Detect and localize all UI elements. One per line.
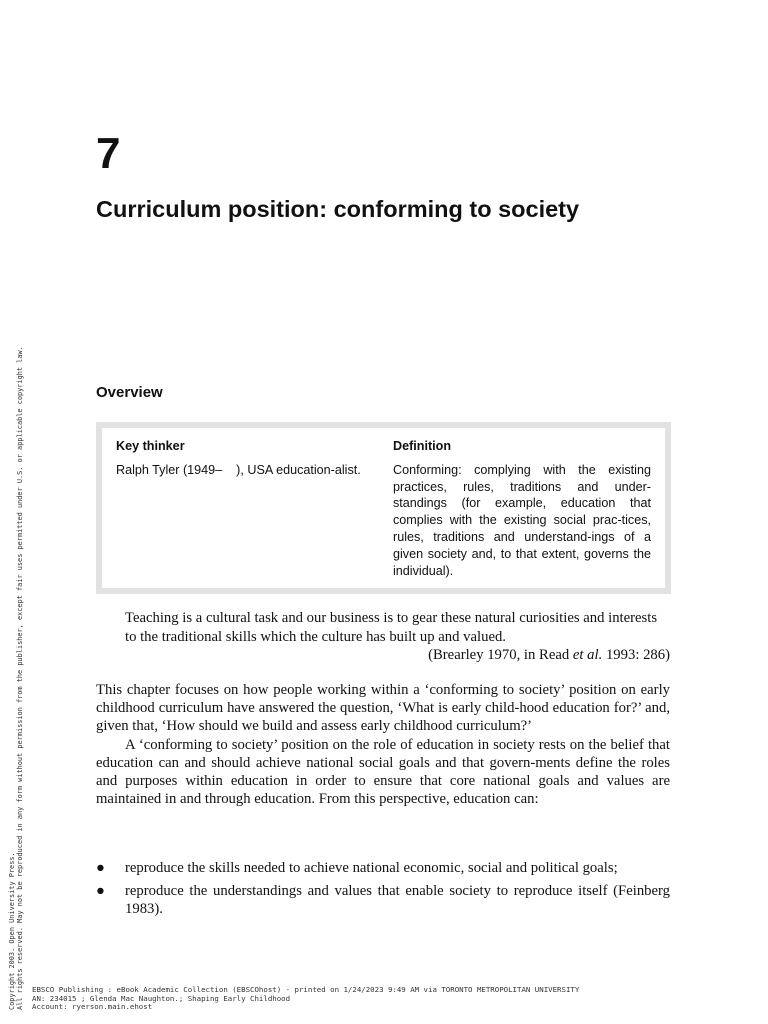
bullet-item (96, 859, 670, 877)
quote-source-prefix: (Brearley 1970, in Read (428, 647, 573, 664)
overview-heading: Overview (96, 384, 163, 401)
chapter-number: 7 (96, 129, 121, 178)
definition-column (393, 438, 651, 579)
quote-source-italic: et al. (572, 647, 603, 664)
print-footer (32, 986, 579, 1012)
bullet-text: reproduce the skills needed to achieve national economic, social and political goals; (125, 860, 618, 876)
quote-source (125, 646, 670, 665)
footer-line-1: EBSCO Publishing : eBook Academic Collection (EBSCOhost) - printed on 1/24/2023 9:49 AM via TORONTO METROPOLITAN UNIVERSITY (32, 985, 580, 994)
key-thinker-label: Key thinker (116, 439, 185, 453)
copyright-line-2: All rights reserved. May not be reproduced in any form without permission from the publisher, except fair uses permitted under U.S. or applicable copyright law. (16, 346, 24, 1010)
side-copyright-notice (8, 346, 24, 1010)
bullet-icon: ● (96, 883, 105, 900)
body-paragraph-1: This chapter focuses on how people working within a ‘conforming to society’ position on early childhood curriculum have answered the question, ‘What is early child-hood education for?’ and, given that, ‘How should we build and assess early childhood curriculum?’ (96, 682, 670, 735)
quote-text: Teaching is a cultural task and our business is to gear these natural curiosities and interests to the traditional skills which the culture has built up and valued. (125, 610, 658, 645)
bullet-item (96, 882, 670, 918)
footer-line-2: AN: 234015 ; Glenda Mac Naughton.; Shaping Early Childhood (32, 993, 291, 1003)
definition-label: Definition (393, 439, 452, 453)
block-quote (125, 609, 670, 665)
body-text (96, 681, 670, 808)
definition-text: Conforming: complying with the existing practices, rules, traditions and under-standings (for example, education that complies with the existing social prac-tices, rules, traditions and understand-ings of a given society and, to that extent, governs the individual). (393, 462, 651, 578)
overview-table (96, 422, 671, 594)
bullet-list (96, 859, 670, 924)
key-thinker-column (116, 438, 378, 479)
copyright-line-1: Copyright 2003. Open University Press. (8, 852, 16, 1010)
body-paragraph-2: A ‘conforming to society’ position on the role of education in society rests on the belief that education can and should achieve national social goals and that govern-ments define the roles and purposes within education in order to ensure that core national goals and values are maintained in and through education. From this perspective, education can: (96, 736, 670, 808)
footer-line-3: Account: ryerson.main.ehost (32, 1002, 153, 1012)
chapter-title: Curriculum position: conforming to society (96, 196, 580, 222)
bullet-icon: ● (96, 860, 105, 876)
key-thinker-text: Ralph Tyler (1949– ), USA education-alist. (116, 462, 361, 477)
bullet-text: reproduce the understandings and values that enable society to reproduce itself (Feinberg 1983). (125, 883, 670, 918)
quote-source-suffix: 1993: 286) (602, 647, 670, 664)
